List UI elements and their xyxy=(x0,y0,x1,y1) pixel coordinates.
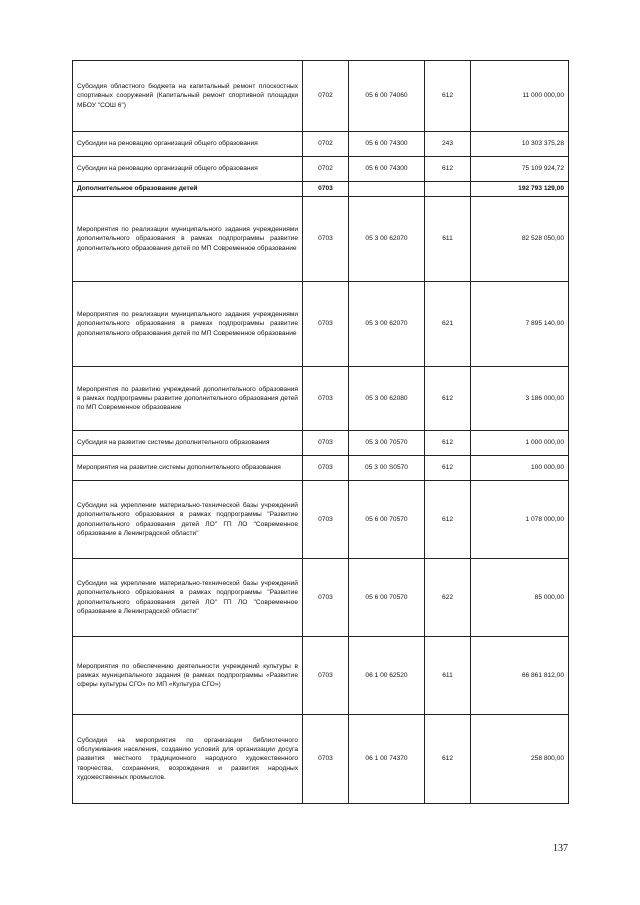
expense-type-cell: 611 xyxy=(425,637,471,715)
expense-type-cell: 612 xyxy=(425,456,471,481)
section-code-cell: 0703 xyxy=(303,637,349,715)
amount-cell: 192 793 129,00 xyxy=(471,182,569,197)
target-article-cell: 05 6 00 74060 xyxy=(349,61,425,132)
expenditure-name-cell: Субсидия областного бюджета на капитальный ремонт плоскостных спортивных сооружений (Капитальный ремонт спортивной площадки МБОУ "СОШ 6") xyxy=(73,61,303,132)
expense-type-cell xyxy=(425,182,471,197)
expenditure-name-cell: Мероприятия по реализации муниципального задания учреждениями дополнительного образования в рамках подпрограммы развитие дополнительного образования детей по МП Современное образование xyxy=(73,197,303,282)
expenditure-name-cell: Мероприятия на развитие системы дополнительного образования xyxy=(73,456,303,481)
target-article-cell: 05 6 00 70570 xyxy=(349,481,425,559)
table-row xyxy=(73,367,569,431)
expenditure-name-cell: Мероприятия по реализации муниципального задания учреждениями дополнительного образования в рамках подпрограммы развитие дополнительного образования детей по МП Современное образование xyxy=(73,282,303,367)
expense-type-cell: 612 xyxy=(425,157,471,182)
expenditure-name-cell: Субсидии на укрепление материально-технической базы учреждений дополнительного образования в рамках подпрограммы "Развитие дополнительного образования детей ЛО" ГП ЛО "Современное образование в Ленинградской области" xyxy=(73,481,303,559)
target-article-cell: 05 3 00 62080 xyxy=(349,367,425,431)
table-row xyxy=(73,456,569,481)
section-code-cell: 0703 xyxy=(303,197,349,282)
table-row xyxy=(73,132,569,157)
page-number: 137 xyxy=(553,843,568,854)
target-article-cell: 06 1 00 62520 xyxy=(349,637,425,715)
table-row xyxy=(73,431,569,456)
table-row xyxy=(73,182,569,197)
amount-cell: 85 000,00 xyxy=(471,559,569,637)
section-code-cell: 0702 xyxy=(303,61,349,132)
expenditure-name-cell: Субсидии на мероприятия по организации библиотечного обслуживания населения, созданию условий для организации досуга развития местного традиционного народного художественного творчества, сохранения, возрождения и развития народных художественных промыслов. xyxy=(73,715,303,804)
section-code-cell: 0703 xyxy=(303,559,349,637)
expense-type-cell: 612 xyxy=(425,431,471,456)
amount-cell: 10 303 375,28 xyxy=(471,132,569,157)
expense-type-cell: 621 xyxy=(425,282,471,367)
expenditure-name-cell: Субсидия на развитие системы дополнительного образования xyxy=(73,431,303,456)
amount-cell: 1 000 000,00 xyxy=(471,431,569,456)
expense-type-cell: 622 xyxy=(425,559,471,637)
amount-cell: 7 895 140,00 xyxy=(471,282,569,367)
table-row xyxy=(73,282,569,367)
table-row xyxy=(73,481,569,559)
target-article-cell: 05 3 00 62070 xyxy=(349,197,425,282)
target-article-cell: 05 3 00 62070 xyxy=(349,282,425,367)
amount-cell: 82 528 050,00 xyxy=(471,197,569,282)
section-code-cell: 0703 xyxy=(303,456,349,481)
section-code-cell: 0703 xyxy=(303,715,349,804)
amount-cell: 11 000 000,00 xyxy=(471,61,569,132)
section-code-cell: 0703 xyxy=(303,481,349,559)
table-row xyxy=(73,197,569,282)
target-article-cell: 05 6 00 70570 xyxy=(349,559,425,637)
expenditure-name-cell: Субсидии на реновацию организаций общего образования xyxy=(73,157,303,182)
table-row xyxy=(73,637,569,715)
amount-cell: 66 861 812,00 xyxy=(471,637,569,715)
table-row xyxy=(73,61,569,132)
expenditure-name-cell: Субсидии на реновацию организаций общего образования xyxy=(73,132,303,157)
target-article-cell: 05 3 00 70570 xyxy=(349,431,425,456)
amount-cell: 1 078 000,00 xyxy=(471,481,569,559)
section-code-cell: 0703 xyxy=(303,282,349,367)
expense-type-cell: 612 xyxy=(425,367,471,431)
amount-cell: 100 000,00 xyxy=(471,456,569,481)
target-article-cell xyxy=(349,182,425,197)
table-row xyxy=(73,715,569,804)
target-article-cell: 05 6 00 74300 xyxy=(349,132,425,157)
budget-table-body xyxy=(73,61,569,804)
amount-cell: 3 186 000,00 xyxy=(471,367,569,431)
table-row xyxy=(73,157,569,182)
section-code-cell: 0703 xyxy=(303,367,349,431)
expense-type-cell: 612 xyxy=(425,61,471,132)
section-code-cell: 0703 xyxy=(303,431,349,456)
budget-table xyxy=(72,60,569,804)
expenditure-name-cell: Мероприятия по обеспечению деятельности учреждений культуры в рамках муниципального задания (в рамках подпрограммы «Развитие сферы культуры СГО» по МП «Культура СГО») xyxy=(73,637,303,715)
expenditure-name-cell: Дополнительное образование детей xyxy=(73,182,303,197)
expense-type-cell: 243 xyxy=(425,132,471,157)
target-article-cell: 05 6 00 74300 xyxy=(349,157,425,182)
target-article-cell: 05 3 00 S0570 xyxy=(349,456,425,481)
table-row xyxy=(73,559,569,637)
section-code-cell: 0702 xyxy=(303,132,349,157)
expenditure-name-cell: Мероприятия по развитию учреждений дополнительного образования в рамках подпрограммы развитие дополнительного образования детей по МП Современное образование xyxy=(73,367,303,431)
expense-type-cell: 612 xyxy=(425,481,471,559)
target-article-cell: 06 1 00 74370 xyxy=(349,715,425,804)
amount-cell: 75 109 924,72 xyxy=(471,157,569,182)
section-code-cell: 0703 xyxy=(303,182,349,197)
expenditure-name-cell: Субсидии на укрепление материально-технической базы учреждений дополнительного образования в рамках подпрограммы "Развитие дополнительного образования детей ЛО" ГП ЛО "Современное образование в Ленинградской области" xyxy=(73,559,303,637)
amount-cell: 258 800,00 xyxy=(471,715,569,804)
expense-type-cell: 612 xyxy=(425,715,471,804)
section-code-cell: 0702 xyxy=(303,157,349,182)
expense-type-cell: 611 xyxy=(425,197,471,282)
